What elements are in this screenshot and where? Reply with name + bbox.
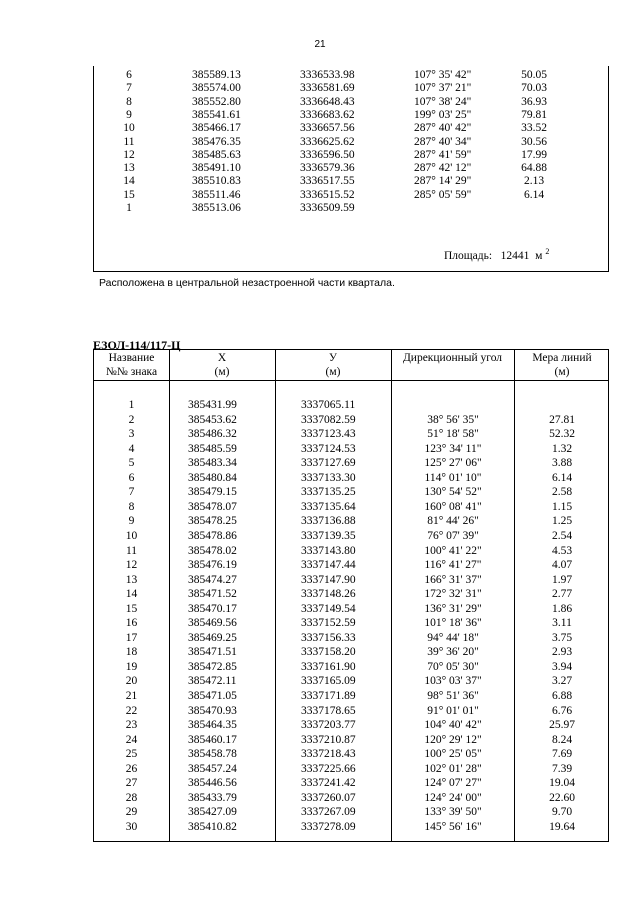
- direction-angle: 287° 40' 34": [414, 135, 472, 148]
- line-length: 6.76: [551, 704, 573, 717]
- header-dist-line1: Мера линий: [532, 352, 592, 364]
- y-coordinate: 3337147.90: [301, 573, 356, 586]
- table-row: [94, 776, 610, 790]
- direction-angle: 51° 18' 58": [427, 428, 479, 441]
- header-y-line1: У: [328, 352, 338, 364]
- x-coordinate: 385478.86: [188, 529, 237, 542]
- x-coordinate: 385474.27: [188, 573, 237, 586]
- line-length: 4.07: [551, 559, 573, 572]
- x-coordinate: 385472.85: [188, 660, 237, 673]
- direction-angle: 114° 01' 10": [424, 471, 482, 484]
- y-coordinate: 3336657.56: [300, 122, 355, 135]
- point-number: 9: [126, 108, 132, 121]
- point-number: 11: [125, 544, 138, 557]
- line-length: 2.54: [551, 529, 573, 542]
- x-coordinate: 385471.51: [188, 646, 237, 659]
- x-coordinate: 385471.52: [188, 588, 237, 601]
- direction-angle: 39° 36' 20": [427, 646, 479, 659]
- direction-angle: 70° 05' 30": [427, 660, 479, 673]
- header-distance: [514, 351, 610, 379]
- x-coordinate: 385464.35: [188, 719, 237, 732]
- y-coordinate: 3337136.88: [301, 515, 356, 528]
- point-number: 6: [126, 69, 132, 81]
- point-number: 10: [125, 529, 138, 542]
- line-length: 6.88: [551, 690, 573, 702]
- x-coordinate: 385431.99: [188, 399, 237, 411]
- table-row: [94, 704, 610, 718]
- area-unit-exponent: 2: [545, 247, 550, 256]
- header-x: [169, 351, 275, 379]
- direction-angle: 287° 14' 29": [414, 175, 472, 188]
- y-coordinate: 3337148.26: [301, 588, 356, 601]
- point-number: 27: [125, 777, 138, 790]
- line-length: 2.13: [523, 175, 545, 188]
- point-number: 25: [125, 748, 138, 761]
- point-number: 7: [128, 486, 135, 499]
- table-row: [94, 174, 610, 188]
- y-coordinate: 3337165.09: [301, 675, 356, 688]
- table-row: [94, 733, 610, 747]
- x-coordinate: 385491.10: [192, 162, 241, 175]
- direction-angle: 287° 41' 59": [414, 148, 472, 161]
- point-number: 6: [128, 471, 135, 484]
- table-row: [94, 558, 610, 572]
- line-length: 64.88: [521, 162, 547, 175]
- table-row: [94, 602, 610, 616]
- point-number: 13: [125, 573, 138, 586]
- area-value: 12441: [500, 250, 530, 262]
- line-length: 79.81: [521, 108, 547, 121]
- point-number: 11: [123, 135, 135, 148]
- table-row: [94, 587, 610, 601]
- y-coordinate: 3336581.69: [300, 82, 355, 95]
- x-coordinate: 385483.34: [188, 457, 237, 470]
- line-length: 70.03: [521, 82, 547, 95]
- y-coordinate: 3337133.30: [301, 471, 356, 484]
- point-number: 14: [125, 588, 138, 601]
- y-coordinate: 3337127.69: [301, 457, 356, 470]
- point-number: 9: [128, 515, 135, 528]
- direction-angle: 98° 51' 36": [427, 690, 479, 702]
- y-coordinate: 3337178.65: [301, 704, 356, 717]
- line-length: 2.77: [551, 588, 573, 601]
- x-coordinate: 385486.32: [188, 428, 237, 441]
- direction-angle: 166° 31' 37": [424, 573, 482, 586]
- x-coordinate: 385552.80: [192, 95, 241, 108]
- table-row: [94, 529, 610, 543]
- location-note: Расположена в центральной незастроенной части квартала.: [99, 277, 395, 289]
- table-row: [94, 747, 610, 761]
- y-coordinate: 3336533.98: [300, 69, 355, 81]
- line-length: 6.14: [551, 471, 573, 484]
- line-length: 9.70: [551, 806, 573, 819]
- line-length: 22.60: [549, 791, 575, 804]
- y-coordinate: 3337210.87: [301, 733, 356, 746]
- line-length: 3.75: [551, 631, 573, 644]
- table-row: [94, 413, 610, 427]
- direction-angle: 102° 01' 28": [424, 762, 482, 775]
- y-coordinate: 3337278.09: [301, 820, 356, 833]
- line-length: 17.99: [521, 148, 547, 161]
- line-length: 4.53: [551, 544, 573, 557]
- table-row: [94, 188, 610, 202]
- table-row: [94, 81, 610, 95]
- table-row: [94, 500, 610, 514]
- point-number: 8: [128, 500, 135, 513]
- point-number: 20: [125, 675, 138, 688]
- x-coordinate: 385478.02: [188, 544, 237, 557]
- line-length: 1.86: [551, 602, 573, 615]
- table-row: [94, 544, 610, 558]
- y-coordinate: 3337158.20: [301, 646, 356, 659]
- header-dist-line2: (м): [554, 366, 570, 378]
- y-coordinate: 3337147.44: [301, 559, 356, 572]
- direction-angle: 199° 03' 25": [414, 108, 472, 121]
- y-coordinate: 3336648.43: [300, 95, 355, 108]
- direction-angle: 124° 07' 27": [424, 777, 482, 790]
- y-coordinate: 3336596.50: [300, 148, 355, 161]
- x-coordinate: 385476.35: [192, 135, 241, 148]
- x-coordinate: 385470.17: [188, 602, 237, 615]
- table-row: [94, 485, 610, 499]
- point-number: 10: [123, 122, 135, 135]
- x-coordinate: 385541.61: [192, 108, 241, 121]
- direction-angle: 101° 18' 36": [424, 617, 482, 630]
- y-coordinate: 3337156.33: [301, 631, 356, 644]
- table-row: [94, 805, 610, 819]
- line-length: 25.97: [549, 719, 575, 732]
- table-row: [94, 573, 610, 587]
- point-number: 12: [123, 148, 135, 161]
- header-name-line1: Название: [108, 352, 155, 364]
- direction-angle: 120° 29' 12": [424, 733, 482, 746]
- table-title: ЕЗОЛ-114/117-Ц: [93, 338, 181, 352]
- x-coordinate: 385469.25: [188, 631, 237, 644]
- direction-angle: 136° 31' 29": [424, 602, 482, 615]
- x-coordinate: 385479.15: [188, 486, 237, 499]
- point-number: 22: [125, 704, 138, 717]
- y-coordinate: 3337149.54: [301, 602, 356, 615]
- table-row: [94, 514, 610, 528]
- x-coordinate: 385485.63: [192, 148, 241, 161]
- line-length: 19.04: [549, 777, 575, 790]
- y-coordinate: 3337143.80: [301, 544, 356, 557]
- point-number: 14: [123, 175, 135, 188]
- point-number: 12: [125, 559, 138, 572]
- table-row: [94, 616, 610, 630]
- direction-angle: 285° 05' 59": [414, 188, 472, 201]
- direction-angle: 116° 41' 27": [424, 559, 482, 572]
- x-coordinate: 385453.62: [188, 413, 237, 426]
- line-length: 2.93: [551, 646, 573, 659]
- x-coordinate: 385511.46: [192, 188, 241, 201]
- point-number: 1: [128, 399, 135, 411]
- point-number: 15: [123, 188, 135, 201]
- table-row: [94, 674, 610, 688]
- direction-angle: 130° 54' 52": [424, 486, 482, 499]
- direction-angle: 100° 41' 22": [424, 544, 482, 557]
- table-row: [94, 135, 610, 149]
- line-length: 8.24: [551, 733, 573, 746]
- direction-angle: 287° 40' 42": [414, 122, 472, 135]
- point-number: 19: [125, 660, 138, 673]
- line-length: 52.32: [549, 428, 575, 441]
- direction-angle: 287° 42' 12": [414, 162, 472, 175]
- line-length: 7.69: [551, 748, 573, 761]
- table-row: [94, 68, 610, 82]
- x-coordinate: 385485.59: [188, 442, 237, 455]
- direction-angle: 133° 39' 50": [424, 806, 482, 819]
- x-coordinate: 385433.79: [188, 791, 237, 804]
- header-x-line2: (м): [214, 366, 230, 378]
- x-coordinate: 385446.56: [188, 777, 237, 790]
- table-row: [94, 442, 610, 456]
- table-row: [94, 645, 610, 659]
- line-length: 3.11: [552, 617, 572, 630]
- x-coordinate: 385427.09: [188, 806, 237, 819]
- line-length: 2.58: [551, 486, 573, 499]
- y-coordinate: 3337152.59: [301, 617, 356, 630]
- y-coordinate: 3337123.43: [301, 428, 356, 441]
- y-coordinate: 3337171.89: [301, 690, 356, 702]
- point-number: 8: [126, 95, 132, 108]
- line-length: 6.14: [523, 188, 545, 201]
- point-number: 28: [125, 791, 138, 804]
- line-length: 3.88: [551, 457, 573, 470]
- header-angle-text: Дирекционный угол: [402, 352, 503, 364]
- header-y-line2: (м): [325, 366, 341, 378]
- table-row: [94, 121, 610, 135]
- direction-angle: 172° 32' 31": [424, 588, 482, 601]
- point-number: 15: [125, 602, 138, 615]
- line-length: 50.05: [521, 69, 547, 81]
- point-number: 16: [125, 617, 138, 630]
- header-name: [94, 351, 169, 379]
- y-coordinate: 3336625.62: [300, 135, 355, 148]
- y-coordinate: 3336517.55: [300, 175, 355, 188]
- y-coordinate: 3336683.62: [300, 108, 355, 121]
- direction-angle: 125° 27' 06": [424, 457, 482, 470]
- line-length: 33.52: [521, 122, 547, 135]
- x-coordinate: 385458.78: [188, 748, 237, 761]
- y-coordinate: 3337218.43: [301, 748, 356, 761]
- line-length: 1.97: [551, 573, 573, 586]
- x-coordinate: 385478.25: [188, 515, 237, 528]
- x-coordinate: 385510.83: [192, 175, 241, 188]
- table-row: [94, 762, 610, 776]
- point-number: 30: [125, 820, 138, 833]
- y-coordinate: 3337260.07: [301, 791, 356, 804]
- table-row: [94, 660, 610, 674]
- x-coordinate: 385472.11: [188, 675, 237, 688]
- point-number: 2: [128, 413, 135, 426]
- x-coordinate: 385480.84: [188, 471, 237, 484]
- y-coordinate: 3337203.77: [301, 719, 356, 732]
- x-coordinate: 385476.19: [188, 559, 237, 572]
- header-divider: [94, 380, 608, 381]
- y-coordinate: 3337135.64: [301, 500, 356, 513]
- table-row: [94, 201, 610, 215]
- direction-angle: 94° 44' 18": [427, 631, 479, 644]
- point-number: 1: [126, 202, 132, 214]
- y-coordinate: 3337139.35: [301, 529, 356, 542]
- direction-angle: 107° 38' 24": [414, 95, 472, 108]
- coordinates-table: [93, 349, 609, 842]
- table-row: [94, 718, 610, 732]
- y-coordinate: 3337135.25: [301, 486, 356, 499]
- table-row: [94, 398, 610, 412]
- table-row: [94, 471, 610, 485]
- continued-coordinates-table: [93, 66, 609, 272]
- line-length: 3.27: [551, 675, 573, 688]
- y-coordinate: 3337241.42: [301, 777, 356, 790]
- line-length: 3.94: [551, 660, 573, 673]
- point-number: 26: [125, 762, 138, 775]
- y-coordinate: 3337225.66: [301, 762, 356, 775]
- point-number: 29: [125, 806, 138, 819]
- table-row: [94, 689, 610, 703]
- line-length: 7.39: [551, 762, 573, 775]
- page-number: 21: [314, 39, 326, 50]
- y-coordinate: 3337082.59: [301, 413, 356, 426]
- y-coordinate: 3336579.36: [300, 162, 355, 175]
- direction-angle: 76° 07' 39": [427, 529, 479, 542]
- line-length: 30.56: [521, 135, 547, 148]
- x-coordinate: 385471.05: [188, 690, 237, 702]
- table-row: [94, 161, 610, 175]
- x-coordinate: 385478.07: [188, 500, 237, 513]
- table-row: [94, 791, 610, 805]
- y-coordinate: 3336515.52: [300, 188, 355, 201]
- x-coordinate: 385469.56: [188, 617, 237, 630]
- point-number: 13: [123, 162, 135, 175]
- x-coordinate: 385470.93: [188, 704, 237, 717]
- header-name-line2: №№ знака: [105, 366, 158, 378]
- table-row: [94, 456, 610, 470]
- point-number: 17: [125, 631, 138, 644]
- header-angle: [391, 351, 514, 365]
- x-coordinate: 385457.24: [188, 762, 237, 775]
- line-length: 1.15: [551, 500, 573, 513]
- area-unit: м: [535, 250, 543, 262]
- line-length: 36.93: [521, 95, 547, 108]
- line-length: 27.81: [549, 413, 575, 426]
- y-coordinate: 3337267.09: [301, 806, 356, 819]
- header-y: [275, 351, 391, 379]
- x-coordinate: 385460.17: [188, 733, 237, 746]
- direction-angle: 107° 35' 42": [414, 69, 472, 81]
- point-number: 24: [125, 733, 138, 746]
- x-coordinate: 385513.06: [192, 202, 241, 214]
- direction-angle: 145° 56' 16": [424, 820, 482, 833]
- y-coordinate: 3336509.59: [300, 202, 355, 214]
- direction-angle: 124° 24' 00": [424, 791, 482, 804]
- x-coordinate: 385410.82: [188, 820, 237, 833]
- table-row: [94, 631, 610, 645]
- y-coordinate: 3337065.11: [301, 399, 356, 411]
- direction-angle: 160° 08' 41": [424, 500, 482, 513]
- area-label: Площадь:: [444, 250, 493, 262]
- line-length: 1.25: [551, 515, 573, 528]
- direction-angle: 103° 03' 37": [424, 675, 482, 688]
- point-number: 3: [128, 428, 135, 441]
- y-coordinate: 3337161.90: [301, 660, 356, 673]
- table-row: [94, 427, 610, 441]
- x-coordinate: 385466.17: [192, 122, 241, 135]
- direction-angle: 104° 40' 42": [424, 719, 482, 732]
- y-coordinate: 3337124.53: [301, 442, 356, 455]
- area-summary: [444, 247, 549, 262]
- point-number: 21: [125, 690, 138, 702]
- direction-angle: 91° 01' 01": [427, 704, 479, 717]
- table-row: [94, 95, 610, 109]
- line-length: 1.32: [551, 442, 573, 455]
- x-coordinate: 385574.00: [192, 82, 241, 95]
- point-number: 23: [125, 719, 138, 732]
- direction-angle: 38° 56' 35": [427, 413, 479, 426]
- table-row: [94, 148, 610, 162]
- point-number: 5: [128, 457, 135, 470]
- direction-angle: 107° 37' 21": [414, 82, 472, 95]
- point-number: 7: [126, 82, 132, 95]
- direction-angle: 100° 25' 05": [424, 748, 482, 761]
- point-number: 18: [125, 646, 138, 659]
- table-row: [94, 108, 610, 122]
- point-number: 4: [128, 442, 135, 455]
- direction-angle: 81° 44' 26": [427, 515, 479, 528]
- line-length: 19.64: [549, 820, 575, 833]
- direction-angle: 123° 34' 11": [424, 442, 482, 455]
- table-row: [94, 820, 610, 834]
- x-coordinate: 385589.13: [192, 69, 241, 81]
- header-x-line1: X: [217, 352, 227, 364]
